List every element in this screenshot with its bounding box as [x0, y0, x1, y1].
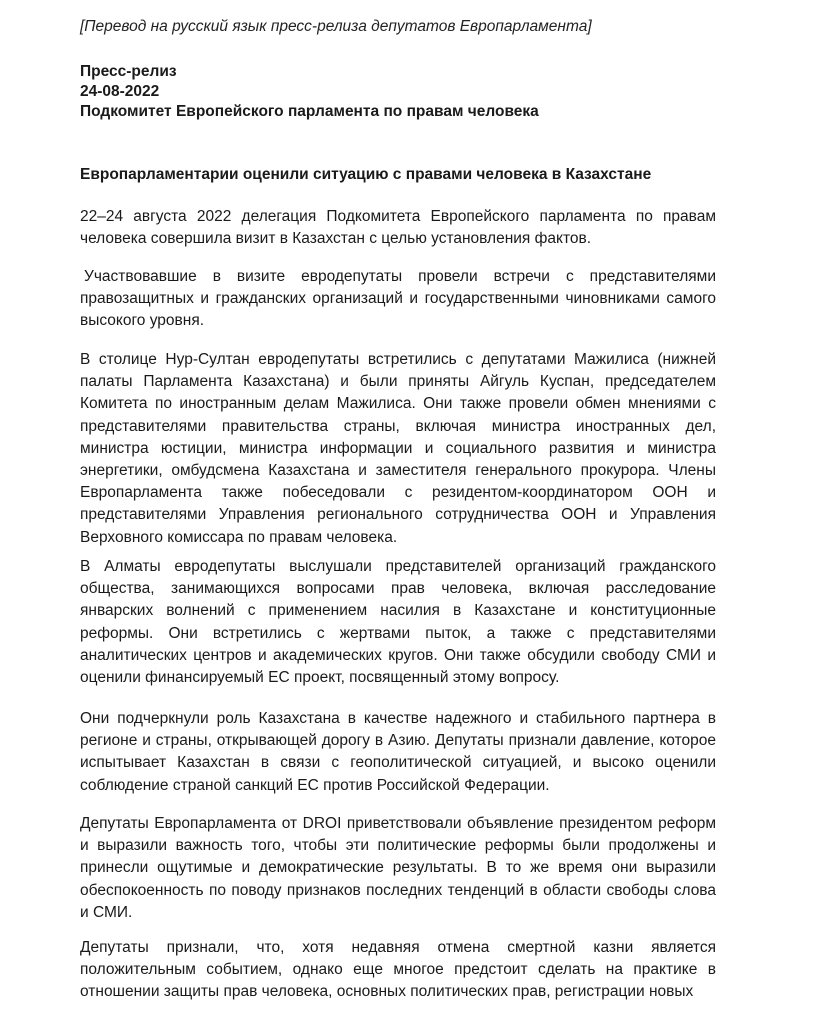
paragraph-death-penalty: Депутаты признали, что, хотя недавняя отмена смертной казни является положительным событием, однако еще многое предстоит сделать на практике в отношении защиты прав человека, основных политических прав, регистрации новых	[80, 939, 716, 1001]
page-title: Европарламентарии оценили ситуацию с правами человека в Казахстане	[80, 166, 652, 183]
paragraph-reforms: Депутаты Европарламента от DROI приветствовали объявление президентом реформ и выразили важность того, чтобы эти политические реформы были продолжены и принесли ощутимые и демократические результаты. В то же время они выразили обеспокоенность по поводу признаков последних тенденций в области свободы слова и СМИ.	[80, 815, 716, 921]
paragraph-nur-sultan: В столице Нур-Султан евродепутаты встретились с депутатами Мажилиса (нижней палаты Парламента Казахстана) и были приняты Айгуль Куспан, председателем Комитета по иностранным делам Мажилиса. Они также провели обмен мнениями с представителями правительства страны, включая министра иностранных дел, министра юстиции, министра информации и социального развития и министра энергетики, омбудсмена Казахстана и заместителя генерального прокурора. Члены Европарламента также побеседовали с резидентом-координатором ООН и представителями Управления регионального сотрудничества ООН и Управления Верховного комиссара по правам человека.	[80, 351, 716, 546]
press-release-header	[80, 62, 539, 122]
release-date: 24-08-2022	[80, 83, 160, 100]
paragraph-almaty: В Алматы евродепутаты выслушали представителей организаций гражданского общества, занимающихся вопросами прав человека, включая расследование январских волнений с применением насилия в Казахстане и конституционные реформы. Они встретились с жертвами пыток, а также с представителями аналитических центров и академических кругов. Они также обсудили свободу СМИ и оценили финансируемый ЕС проект, посвященный этому вопросу.	[80, 558, 716, 687]
paragraph-visit-intro: 22–24 августа 2022 делегация Подкомитета Европейского парламента по правам человека совершила визит в Казахстан с целью установления фактов.	[80, 208, 716, 248]
paragraph-partner-role: Они подчеркнули роль Казахстана в качестве надежного и стабильного партнера в регионе и страны, открывающей дорогу в Азию. Депутаты признали давление, которое испытывает Казахстан в связи с геополитической ситуацией, и высоко оценили соблюдение страной санкций ЕС против Российской Федерации.	[80, 710, 716, 794]
paragraph-meetings: Участвовавшие в визите евродепутаты провели встречи с представителями правозащитных и гражданских организаций и государственными чиновниками самого высокого уровня.	[80, 268, 716, 330]
document-type: Пресс-релиз	[80, 63, 177, 80]
issuing-organization: Подкомитет Европейского парламента по правам человека	[80, 103, 539, 120]
translator-note: [Перевод на русский язык пресс-релиза депутатов Европарламента]	[80, 18, 592, 35]
